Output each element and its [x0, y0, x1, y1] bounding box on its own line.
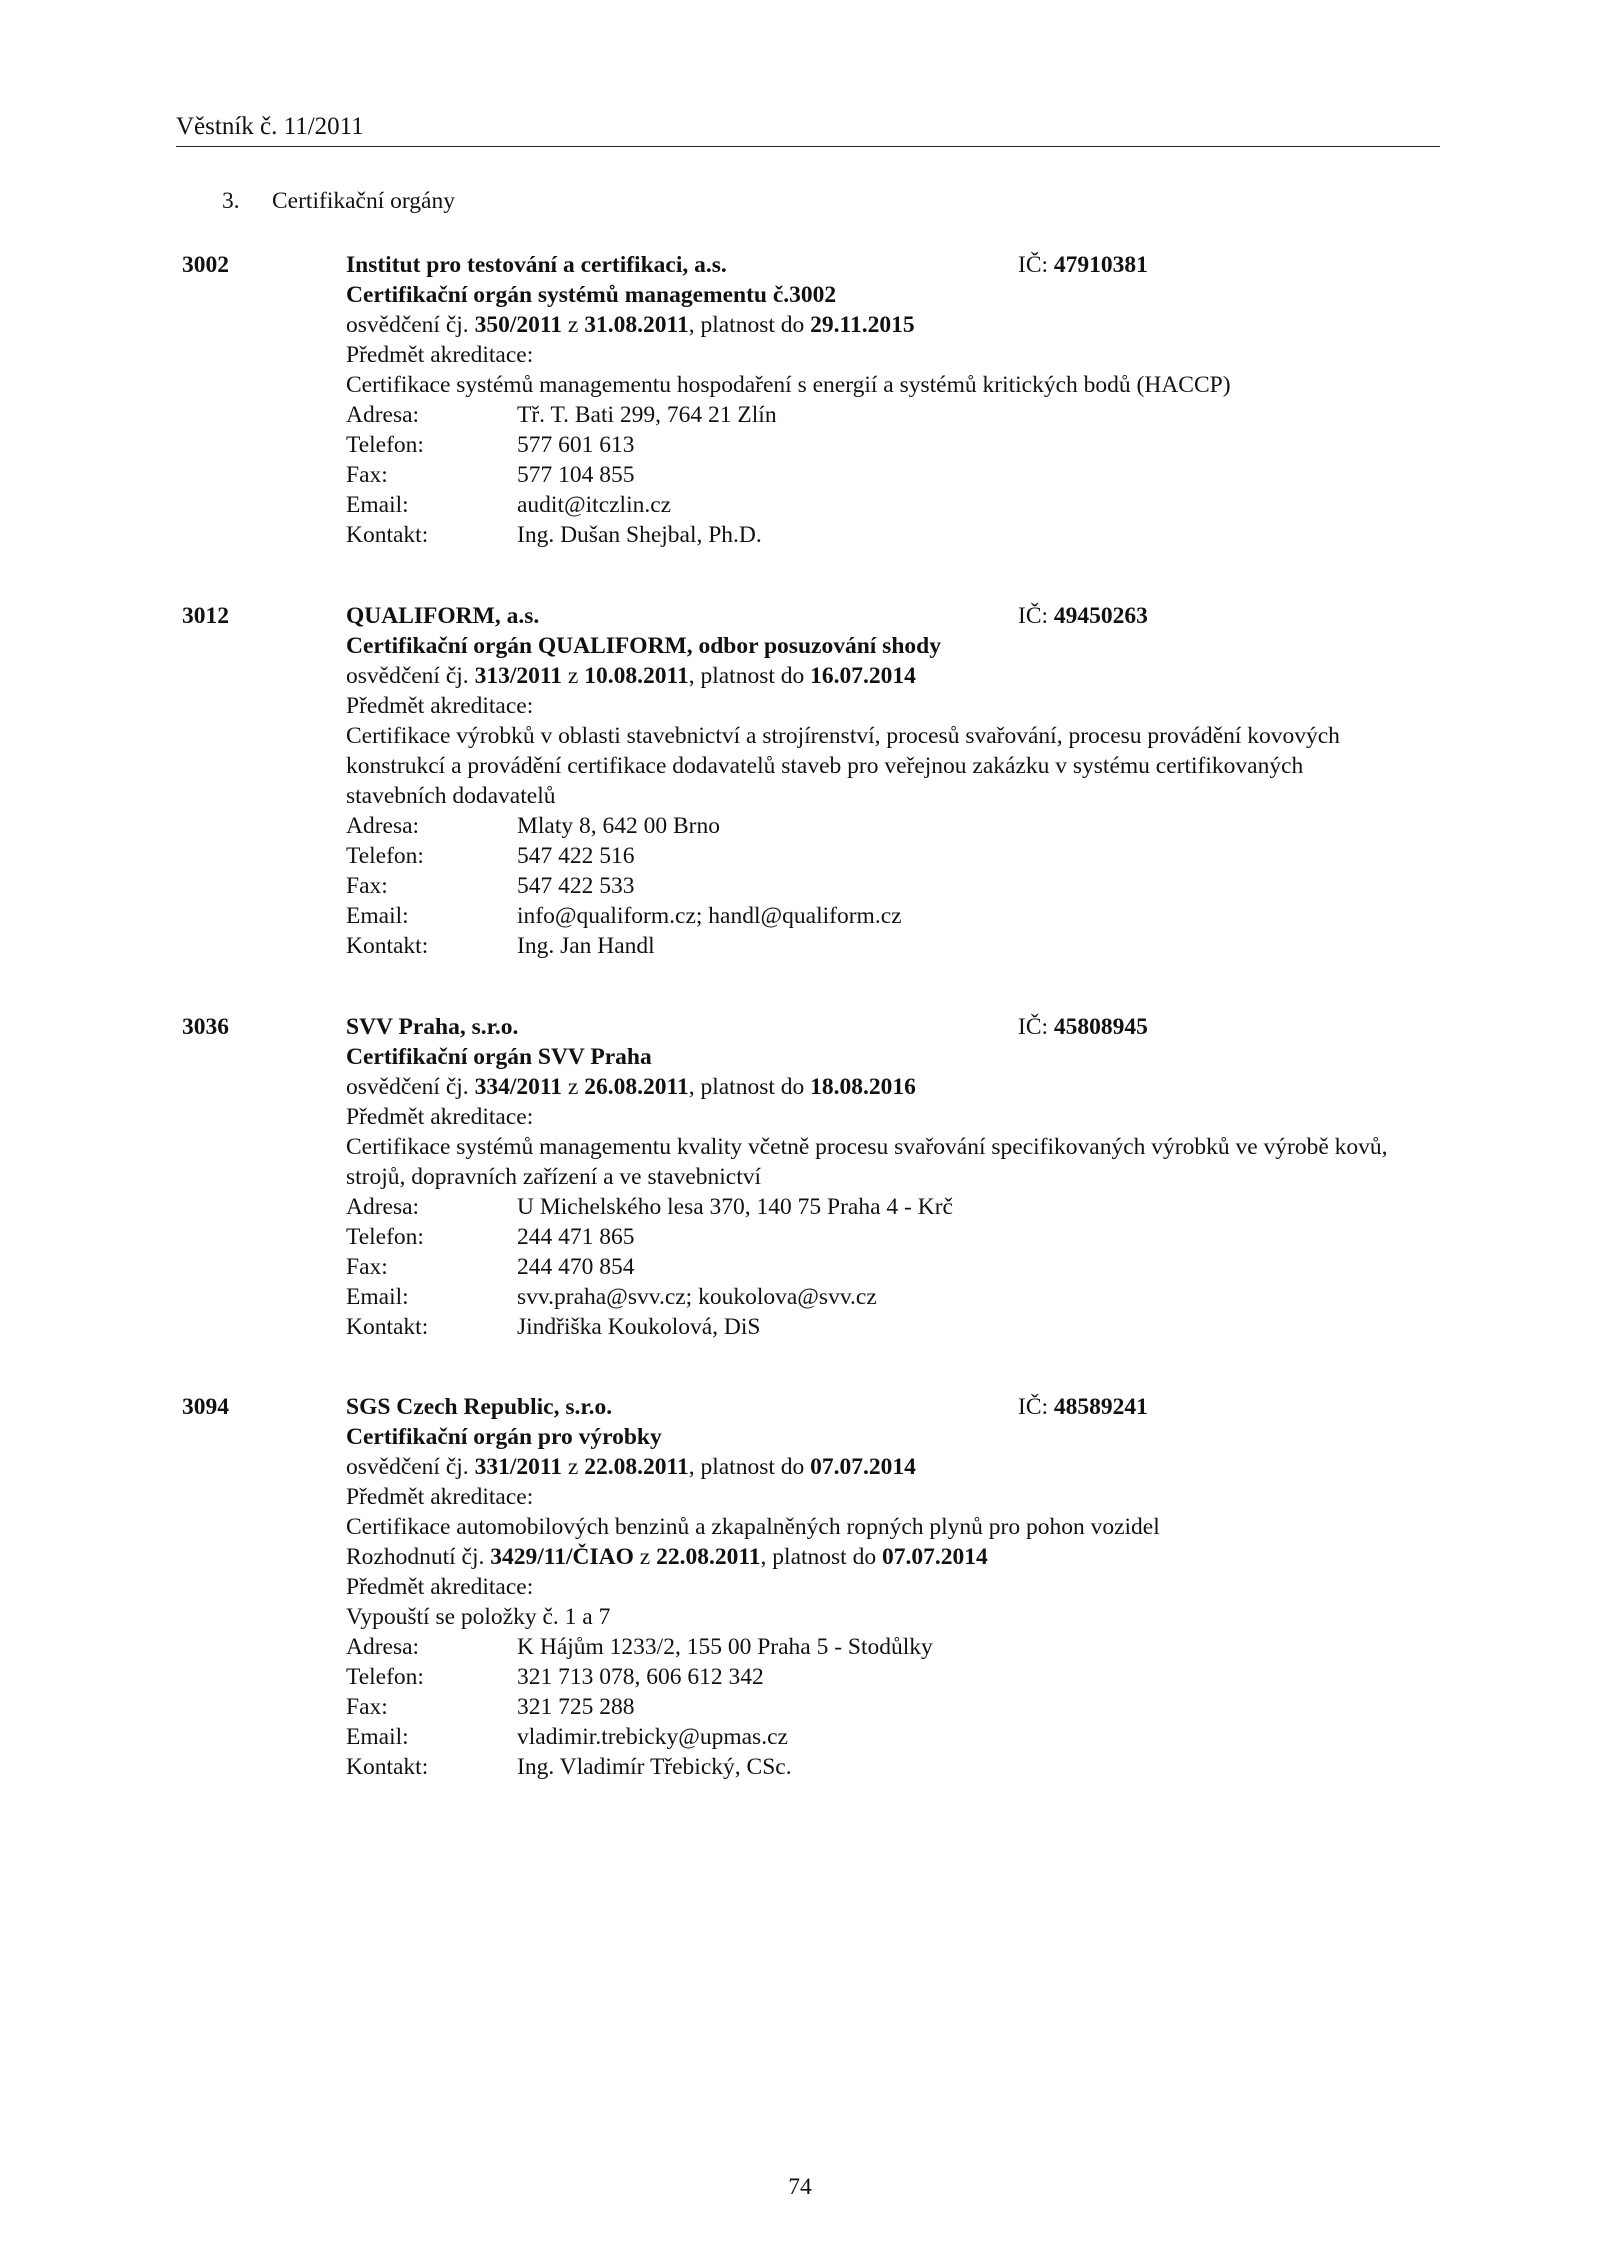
subject-text: Certifikace automobilových benzinů a zkapalněných ropných plynů pro pohon vozidel: [346, 1514, 1160, 1540]
entry-body: [346, 1012, 1446, 1342]
address-row: Adresa: U Michelského lesa 370, 140 75 Praha 4 - Krč: [346, 1194, 953, 1220]
email-row: Email: audit@itczlin.cz: [346, 492, 672, 518]
subject-text-line: stavebních dodavatelů: [346, 783, 556, 809]
header-divider: [176, 146, 1440, 147]
ic-label: IČ:: [1018, 603, 1049, 629]
certification-body-name: Certifikační orgán SVV Praha: [346, 1044, 652, 1070]
subject-text-line: konstrukcí a provádění certifikace dodavatelů staveb pro veřejnou zakázku v systému certifikovaných: [346, 753, 1304, 779]
organization-name: SGS Czech Republic, s.r.o.: [346, 1394, 613, 1420]
subject-label: Předmět akreditace:: [346, 342, 534, 368]
address-row: Adresa: K Hájům 1233/2, 155 00 Praha 5 - Stodůlky: [346, 1634, 933, 1660]
fax-row: Fax: 244 470 854: [346, 1254, 635, 1280]
ic-value: 47910381: [1053, 252, 1148, 278]
certificate-line: osvědčení čj. 331/2011 z 22.08.2011, platnost do 07.07.2014: [346, 1454, 916, 1480]
organization-name: QUALIFORM, a.s.: [346, 603, 540, 629]
address-row: Adresa: Tř. T. Bati 299, 764 21 Zlín: [346, 402, 777, 428]
certificate-line: osvědčení čj. 334/2011 z 26.08.2011, platnost do 18.08.2016: [346, 1074, 916, 1100]
address-row: Adresa: Mlaty 8, 642 00 Brno: [346, 813, 721, 839]
email-row: Email: svv.praha@svv.cz; koukolova@svv.cz: [346, 1284, 877, 1310]
certification-body-name: Certifikační orgán QUALIFORM, odbor posuzování shody: [346, 633, 941, 659]
fax-row: Fax: 547 422 533: [346, 873, 635, 899]
entry-id: 3036: [182, 1014, 229, 1040]
subject-text-line: Certifikace výrobků v oblasti stavebnictví a strojírenství, procesů svařování, procesu provádění kovových: [346, 723, 1340, 749]
entry-body: [346, 601, 1446, 961]
fax-row: Fax: 577 104 855: [346, 462, 635, 488]
phone-row: Telefon: 577 601 613: [346, 432, 635, 458]
section-heading: [222, 186, 455, 216]
email-row: Email: info@qualiform.cz; handl@qualiform.cz: [346, 903, 902, 929]
decision-line: Rozhodnutí čj. 3429/11/ČIAO z 22.08.2011, platnost do 07.07.2014: [346, 1544, 988, 1570]
page-number: 74: [788, 2174, 812, 2200]
ic-label: IČ:: [1018, 252, 1049, 278]
contact-row: Kontakt: Ing. Dušan Shejbal, Ph.D.: [346, 522, 762, 548]
entry-id: 3012: [182, 603, 229, 629]
certificate-line: osvědčení čj. 350/2011 z 31.08.2011, platnost do 29.11.2015: [346, 312, 915, 338]
email-row: Email: vladimir.trebicky@upmas.cz: [346, 1724, 788, 1750]
phone-row: Telefon: 321 713 078, 606 612 342: [346, 1664, 764, 1690]
subject-label: Předmět akreditace:: [346, 693, 534, 719]
subject-text-line: Certifikace systémů managementu kvality včetně procesu svařování specifikovaných výrobků ve výrobě kovů,: [346, 1134, 1388, 1160]
section-title: Certifikační orgány: [272, 188, 455, 214]
contact-row: Kontakt: Ing. Vladimír Třebický, CSc.: [346, 1754, 792, 1780]
entry-id: 3002: [182, 252, 229, 278]
subject-text-line: strojů, dopravních zařízení a ve stavebnictví: [346, 1164, 762, 1190]
ic-value: 48589241: [1053, 1394, 1148, 1420]
contact-row: Kontakt: Ing. Jan Handl: [346, 933, 655, 959]
subject-text: Certifikace systémů managementu hospodaření s energií a systémů kritických bodů (HACCP): [346, 372, 1231, 398]
entry-id: 3094: [182, 1394, 229, 1420]
organization-name: Institut pro testování a certifikaci, a.s.: [346, 252, 727, 278]
document-header-title: Věstník č. 11/2011: [176, 113, 364, 140]
phone-row: Telefon: 547 422 516: [346, 843, 635, 869]
entry-body: [346, 1392, 1446, 1782]
phone-row: Telefon: 244 471 865: [346, 1224, 635, 1250]
ic-value: 45808945: [1053, 1014, 1148, 1040]
subject-label-2: Předmět akreditace:: [346, 1574, 534, 1600]
ic-label: IČ:: [1018, 1394, 1049, 1420]
subject-label: Předmět akreditace:: [346, 1104, 534, 1130]
subject-text-2: Vypouští se položky č. 1 a 7: [346, 1604, 611, 1630]
certification-body-name: Certifikační orgán pro výrobky: [346, 1424, 662, 1450]
certificate-line: osvědčení čj. 313/2011 z 10.08.2011, platnost do 16.07.2014: [346, 663, 916, 689]
contact-row: Kontakt: Jindřiška Koukolová, DiS: [346, 1314, 761, 1340]
fax-row: Fax: 321 725 288: [346, 1694, 635, 1720]
ic-label: IČ:: [1018, 1014, 1049, 1040]
ic-value: 49450263: [1053, 603, 1148, 629]
entry-body: [346, 250, 1446, 550]
section-number: 3.: [222, 188, 240, 214]
organization-name: SVV Praha, s.r.o.: [346, 1014, 519, 1040]
subject-label: Předmět akreditace:: [346, 1484, 534, 1510]
certification-body-name: Certifikační orgán systémů managementu č.3002: [346, 282, 837, 308]
